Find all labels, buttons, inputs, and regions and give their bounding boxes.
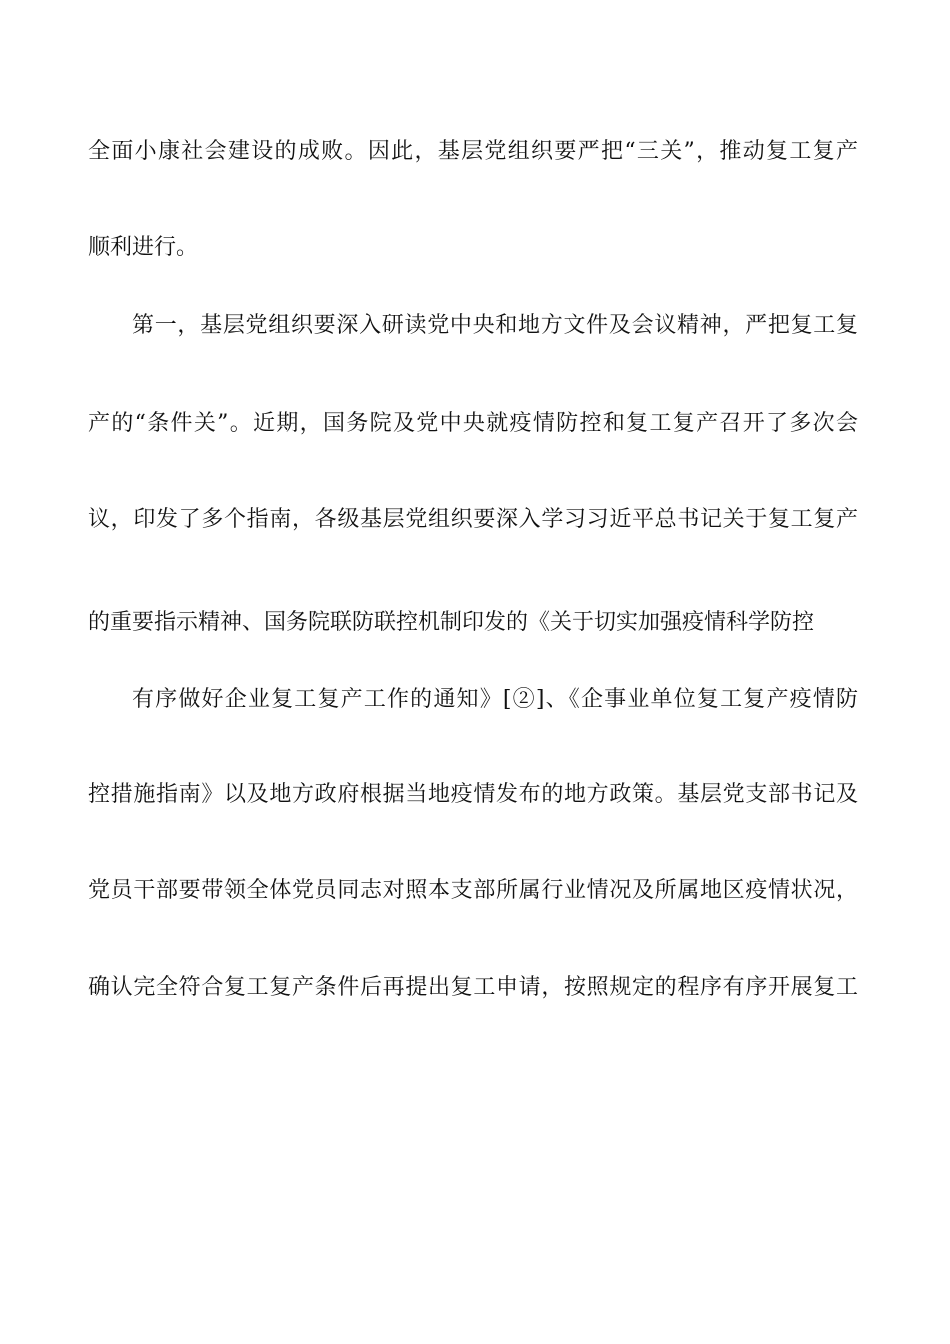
paragraph-line-7: 有序做好企业复工复产工作的通知》[②]、《企事业单位复工复产疫情防 — [132, 687, 858, 712]
paragraph-line-2: 顺利进行。 — [88, 235, 199, 260]
paragraph-line-3: 第一，基层党组织要深入研读党中央和地方文件及会议精神，严把复工复 — [132, 313, 858, 338]
paragraph-line-4: 产的“条件关”。近期，国务院及党中央就疫情防控和复工复产召开了多次会 — [88, 411, 858, 436]
paragraph-line-5: 议，印发了多个指南，各级基层党组织要深入学习习近平总书记关于复工复产 — [88, 507, 858, 532]
paragraph-line-1: 全面小康社会建设的成败。因此，基层党组织要严把“三关”，推动复工复产 — [88, 139, 858, 164]
paragraph-line-10: 确认完全符合复工复产条件后再提出复工申请，按照规定的程序有序开展复工 — [88, 975, 858, 1000]
paragraph-line-9: 党员干部要带领全体党员同志对照本支部所属行业情况及所属地区疫情状况， — [88, 878, 858, 903]
paragraph-line-8: 控措施指南》以及地方政府根据当地疫情发布的地方政策。基层党支部书记及 — [88, 782, 858, 807]
paragraph-line-6: 的重要指示精神、国务院联防联控机制印发的《关于切实加强疫情科学防控 — [88, 610, 815, 635]
